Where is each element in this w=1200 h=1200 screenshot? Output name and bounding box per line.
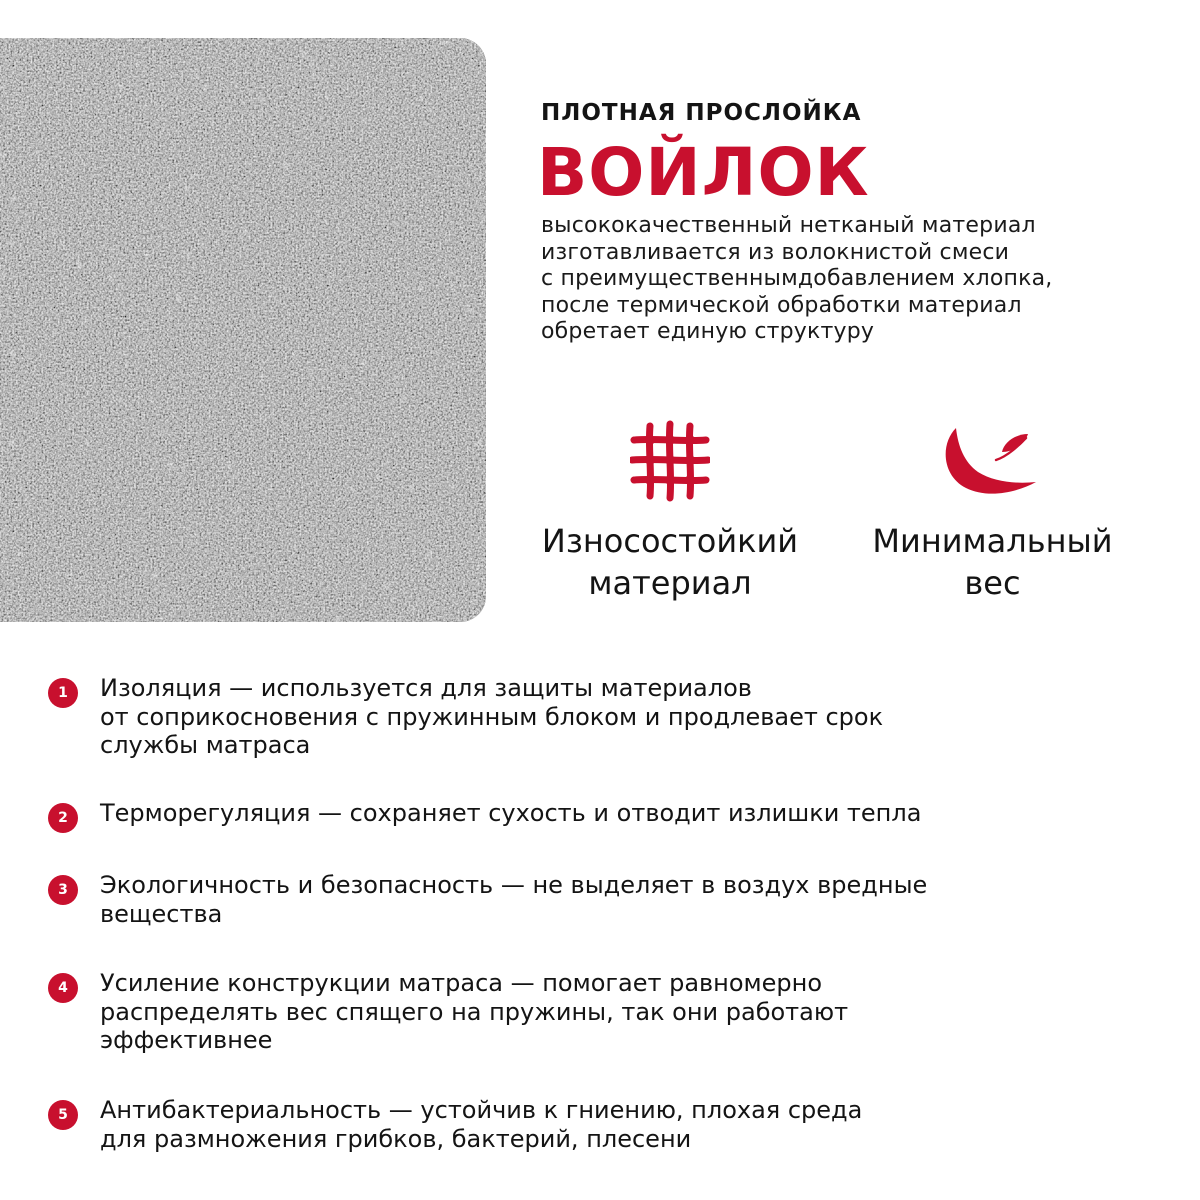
benefit-line: эффективнее [100,1026,273,1054]
description-line: обретает единую структуру [541,319,875,344]
description-line: высококачественный нетканый материал [541,213,1036,238]
benefit-text [100,871,1160,928]
benefit-line: Усиление конструкции матраса — помогает равномерно [100,969,823,997]
benefit-line: службы матраса [100,731,311,759]
benefit-line: вещества [100,899,223,928]
feature-label-line: Износостойкий [541,522,799,560]
feature-label-line: материал [588,564,752,602]
benefit-line: Экологичность и безопасность — не выделяет в воздух вредные [100,871,928,899]
benefit-line: распределять вес спящего на пружины, так они работают [100,997,849,1026]
description-line: изготавливается из волокнистой смеси [541,239,1010,265]
benefit-text [100,969,1160,1055]
benefit-text [100,1096,1160,1153]
benefit-text [100,799,1160,828]
feature-label-line: Минимальный [872,522,1113,560]
subtitle: ПЛОТНАЯ ПРОСЛОЙКА [541,100,862,126]
benefit-text [100,674,1160,760]
benefit-line: Терморегуляция — сохраняет сухость и отводит излишки тепла [100,799,922,827]
benefit-line: Антибактериальность — устойчив к гниению, плохая среда [100,1096,863,1124]
number-badge: 1 [48,678,78,708]
number-badge: 4 [48,973,78,1003]
number-badge: 3 [48,875,78,905]
benefit-line: для размножения грибков, бактерий, плесени [100,1124,692,1153]
number-badge: 2 [48,803,78,833]
benefit-line: от соприкосновения с пружинным блоком и продлевает срок [100,702,884,731]
feature-label-line: вес [964,564,1021,602]
number-badge: 5 [48,1100,78,1130]
page-title: ВОЙЛОК [537,134,870,211]
description-line: с преимущественнымдобавлением хлопка, [541,266,1053,291]
benefit-line: Изоляция — используется для защиты материалов [100,674,752,702]
description-line: после термической обработки материал [541,292,1022,318]
